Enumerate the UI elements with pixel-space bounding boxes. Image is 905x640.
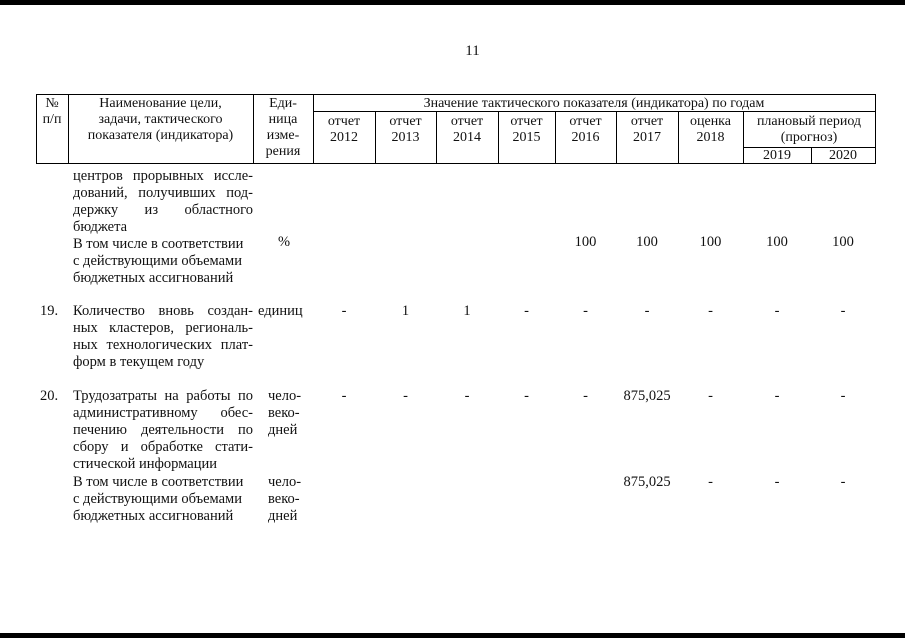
- row-name-line: центров прорывных иссле-: [73, 168, 253, 184]
- value-2016: 100: [574, 234, 597, 250]
- value-2020: -: [840, 388, 846, 404]
- row-name-line: В том числе в соответствии: [73, 236, 244, 252]
- row-unit: веко-: [268, 491, 300, 507]
- row-name-line: с действующими объемами: [73, 491, 242, 507]
- row-unit: единиц: [258, 303, 303, 319]
- row-name-line: дований, получивших под-: [73, 185, 253, 201]
- value-2016: -: [583, 388, 588, 404]
- page-number: 11: [465, 43, 480, 59]
- row-name-line: В том числе в соответствии: [73, 474, 244, 490]
- row-number: 19.: [40, 303, 59, 319]
- row-unit: веко-: [268, 405, 300, 421]
- value-2018: -: [708, 303, 713, 319]
- value-2014: -: [464, 388, 470, 404]
- value-2020: -: [840, 303, 846, 319]
- row-name-line: форм в текущем году: [73, 354, 205, 370]
- value-2014: 1: [463, 303, 471, 319]
- value-2017: 100: [636, 234, 658, 250]
- value-2013: 1: [401, 303, 410, 319]
- row-name-line: бюджетных ассигнований: [73, 270, 234, 286]
- value-2018: -: [708, 474, 713, 490]
- row-name-line: ных технологических плат-: [73, 337, 253, 353]
- header-year-2016: отчет 2016: [569, 114, 602, 145]
- row-unit: чело-: [268, 388, 302, 404]
- header-year-2017: отчет 2017: [630, 114, 664, 145]
- header-year-2015: отчет 2015: [510, 114, 543, 145]
- top-rule: [0, 0, 905, 5]
- row-name-line: бюджета: [73, 219, 128, 235]
- row-name-line: Количество вновь создан-: [73, 303, 253, 319]
- value-2017: -: [644, 303, 650, 319]
- value-2019: -: [774, 303, 780, 319]
- row-number: 20.: [40, 388, 59, 404]
- row-unit: чело-: [268, 474, 302, 490]
- row-name-line: административному обес-: [73, 405, 253, 421]
- value-2017: 875,025: [623, 388, 671, 404]
- value-2017: 875,025: [623, 474, 671, 490]
- row-name-line: печению деятельности по: [73, 422, 253, 438]
- row-name-line: бюджетных ассигнований: [73, 508, 234, 524]
- header-planned-period: плановый период (прогноз): [756, 114, 862, 145]
- value-2013: -: [403, 388, 408, 404]
- value-2019: -: [774, 474, 780, 490]
- value-2016: -: [583, 303, 588, 319]
- row-name-line: Трудозатраты на работы по: [73, 388, 253, 404]
- bottom-rule: [0, 633, 905, 638]
- value-2018: 100: [699, 234, 722, 250]
- row-unit: %: [278, 234, 291, 250]
- value-2019: 100: [766, 234, 788, 250]
- value-2020: -: [840, 474, 846, 490]
- row-name-line: сбору и обработке стати-: [73, 439, 253, 455]
- value-2012: -: [341, 388, 347, 404]
- row-name-line: держку из областного: [73, 202, 253, 218]
- value-2015: -: [524, 388, 529, 404]
- header-year-2019: 2019: [763, 148, 791, 163]
- value-2012: -: [341, 303, 347, 319]
- value-2019: -: [774, 388, 780, 404]
- header-group-title: Значение тактического показателя (индикатора) по годам: [423, 96, 765, 111]
- header-year-2012: отчет 2012: [327, 114, 361, 145]
- row-unit: дней: [268, 508, 298, 524]
- value-2020: 100: [832, 234, 854, 250]
- header-year-2018: оценка 2018: [689, 114, 731, 145]
- row-name-line: ных кластеров, региональ-: [73, 320, 253, 336]
- value-2015: -: [524, 303, 529, 319]
- row-unit: дней: [268, 422, 298, 438]
- row-name-line: с действующими объемами: [73, 253, 242, 269]
- header-year-2014: отчет 2014: [450, 114, 484, 145]
- header-col-unit: Еди- ница изме- рения: [265, 96, 301, 159]
- header-col-name: Наименование цели, задачи, тактического показателя (индикатора): [87, 96, 234, 143]
- value-2018: -: [708, 388, 713, 404]
- row-name-line: стической информации: [73, 456, 217, 472]
- header-col-number: № п/п: [42, 96, 62, 127]
- header-year-2020: 2020: [829, 148, 857, 163]
- header-year-2013: отчет 2013: [389, 114, 422, 145]
